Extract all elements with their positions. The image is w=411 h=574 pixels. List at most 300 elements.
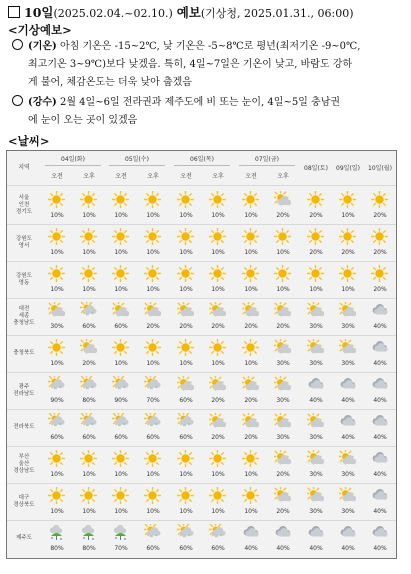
sun-cloud-icon: [274, 487, 291, 504]
precipitation-label: (강수): [28, 97, 57, 108]
paragraph-temperature: [12, 38, 400, 92]
forecast-cell: [202, 372, 234, 409]
precipitation-probability: 10%: [114, 212, 128, 219]
precipitation-probability: 30%: [276, 397, 290, 404]
forecast-cell: [267, 335, 299, 372]
cloud-icon: [371, 487, 388, 504]
precipitation-probability: 40%: [341, 545, 355, 552]
forecast-cell: [170, 187, 202, 224]
region-name: 제주도: [16, 535, 32, 541]
precipitation-probability: 10%: [179, 471, 193, 478]
cloud-icon: [371, 302, 388, 319]
ampm-header: 오전: [245, 173, 257, 180]
forecast-cell: [300, 261, 332, 298]
row-separator: [7, 372, 396, 373]
sun-icon: [209, 228, 226, 245]
day-group-header: 06일(목): [170, 153, 234, 167]
snow-icon: [80, 376, 97, 393]
svg-text:*: *: [90, 423, 94, 429]
table-row: [7, 187, 396, 224]
precipitation-probability: 10%: [82, 471, 96, 478]
svg-text:*: *: [154, 423, 158, 429]
forecast-cell: [202, 335, 234, 372]
snow-icon: [112, 376, 129, 393]
forecast-cell: [137, 372, 169, 409]
circle-bullet-icon: [12, 95, 23, 106]
sun-cloud-icon: [48, 302, 65, 319]
precipitation-probability: 20%: [244, 434, 258, 441]
forecast-cell: [170, 409, 202, 446]
sun-icon: [48, 228, 65, 245]
forecast-cell: [267, 261, 299, 298]
temperature-line-1: 아침 기온은 -15~2℃, 낮 기온은 -5~8℃로 평년(최저기온 -9~0℃,: [56, 41, 361, 52]
forecast-cell: [267, 520, 299, 557]
cloud-icon: [242, 524, 259, 541]
precipitation-probability: 40%: [373, 471, 387, 478]
forecast-cell: [235, 261, 267, 298]
forecast-cell: [105, 261, 137, 298]
single-day-header: 10일(월): [368, 165, 392, 172]
day-group-header: 04일(화): [41, 153, 105, 167]
precipitation-probability: 80%: [82, 397, 96, 404]
precipitation-probability: 10%: [179, 249, 193, 256]
sun-icon: [339, 191, 356, 208]
forecast-cell: [105, 298, 137, 335]
sun-icon: [242, 487, 259, 504]
forecast-cell: [202, 520, 234, 557]
sun-icon: [177, 487, 194, 504]
forecast-cell: [267, 409, 299, 446]
sun-cloud-icon: [274, 191, 291, 208]
sun-cloud-icon: [339, 450, 356, 467]
precipitation-probability: 10%: [276, 286, 290, 293]
forecast-cell: [170, 372, 202, 409]
svg-text:*: *: [90, 312, 94, 318]
forecast-cell: [364, 520, 396, 557]
forecast-cell: [202, 409, 234, 446]
precipitation-probability: 20%: [309, 212, 323, 219]
svg-text:*: *: [179, 423, 183, 429]
precipitation-probability: 20%: [276, 508, 290, 515]
day-group-underline: [239, 165, 295, 166]
forecast-cell: [267, 446, 299, 483]
svg-text:*: *: [150, 535, 154, 541]
forecast-cell: [267, 224, 299, 261]
precipitation-probability: 40%: [373, 545, 387, 552]
precipitation-probability: 40%: [373, 397, 387, 404]
sun-icon: [242, 339, 259, 356]
svg-text:*: *: [215, 535, 219, 541]
forecast-cell: [41, 335, 73, 372]
sun-icon: [112, 339, 129, 356]
svg-text:*: *: [146, 386, 150, 392]
sun-icon: [48, 487, 65, 504]
sun-icon: [48, 265, 65, 282]
forecast-cell: [41, 520, 73, 557]
precipitation-probability: 60%: [114, 323, 128, 330]
svg-text:*: *: [146, 534, 150, 540]
forecast-cell: [300, 187, 332, 224]
precipitation-probability: 20%: [276, 471, 290, 478]
rain-icon: [112, 524, 129, 541]
precipitation-probability: 10%: [50, 360, 64, 367]
circle-bullet-icon: [12, 39, 23, 50]
single-day-header: 08일(토): [304, 165, 328, 172]
sun-icon: [209, 265, 226, 282]
precipitation-probability: 70%: [146, 397, 160, 404]
snow-icon: [144, 376, 161, 393]
sun-icon: [307, 228, 324, 245]
precipitation-probability: 10%: [50, 508, 64, 515]
forecast-cell: [170, 446, 202, 483]
sun-icon: [112, 487, 129, 504]
forecast-cell: [235, 298, 267, 335]
forecast-cell: [332, 298, 364, 335]
sun-cloud-icon: [307, 302, 324, 319]
precipitation-probability: 60%: [146, 434, 160, 441]
forecast-cell: [332, 224, 364, 261]
precipitation-probability: 10%: [244, 212, 258, 219]
page-title: [8, 3, 354, 21]
forecast-cell: [202, 446, 234, 483]
forecast-cell: [137, 409, 169, 446]
row-separator: [7, 298, 396, 299]
sun-cloud-icon: [144, 302, 161, 319]
cloud-icon: [307, 524, 324, 541]
forecast-cell: [105, 224, 137, 261]
forecast-cell: [73, 372, 105, 409]
precipitation-probability: 10%: [179, 360, 193, 367]
sun-icon: [177, 191, 194, 208]
forecast-cell: [332, 187, 364, 224]
precipitation-probability: 40%: [309, 545, 323, 552]
sun-icon: [371, 265, 388, 282]
forecast-cell: [137, 187, 169, 224]
precipitation-probability: 10%: [50, 286, 64, 293]
forecast-cell: [73, 187, 105, 224]
forecast-cell: [300, 446, 332, 483]
forecast-cell: [364, 483, 396, 520]
sun-cloud-icon: [209, 376, 226, 393]
forecast-cell: [73, 335, 105, 372]
svg-text:*: *: [86, 387, 90, 393]
precipitation-probability: 10%: [179, 212, 193, 219]
precipitation-probability: 10%: [50, 212, 64, 219]
forecast-cell: [235, 372, 267, 409]
cloud-icon: [371, 413, 388, 430]
region-header: 지역: [18, 164, 30, 171]
forecast-cell: [170, 483, 202, 520]
sun-icon: [112, 450, 129, 467]
cloud-icon: [371, 339, 388, 356]
sun-cloud-icon: [339, 487, 356, 504]
forecast-cell: [364, 446, 396, 483]
row-separator: [7, 224, 396, 225]
sun-cloud-icon: [274, 376, 291, 393]
region-name: 대구 경상북도: [13, 494, 35, 508]
forecast-cell: [332, 409, 364, 446]
svg-text:*: *: [86, 313, 90, 319]
forecast-cell: [41, 298, 73, 335]
title-prefix: 10일: [24, 5, 54, 20]
forecast-cell: [137, 335, 169, 372]
precipitation-probability: 30%: [341, 323, 355, 330]
precipitation-probability: 60%: [82, 434, 96, 441]
forecast-cell: [170, 224, 202, 261]
svg-text:*: *: [219, 534, 223, 540]
svg-text:*: *: [114, 386, 118, 392]
forecast-cell: [235, 446, 267, 483]
svg-text:*: *: [82, 386, 86, 392]
forecast-cell: [41, 372, 73, 409]
precipitation-line-2: 에 눈이 오는 곳이 있겠음: [28, 115, 138, 126]
precipitation-probability: 20%: [211, 323, 225, 330]
sun-cloud-icon: [307, 339, 324, 356]
snow-icon: [177, 413, 194, 430]
precipitation-probability: 40%: [373, 360, 387, 367]
sun-icon: [112, 265, 129, 282]
svg-text:*: *: [54, 424, 58, 430]
region-name: 강원도 영동: [16, 272, 32, 286]
sun-icon: [177, 228, 194, 245]
forecast-cell: [202, 298, 234, 335]
precipitation-probability: 10%: [114, 286, 128, 293]
sun-cloud-icon: [209, 302, 226, 319]
precipitation-probability: 10%: [244, 286, 258, 293]
sun-icon: [209, 450, 226, 467]
forecast-cell: [105, 483, 137, 520]
forecast-cell: [364, 372, 396, 409]
sun-icon: [177, 265, 194, 282]
sun-cloud-icon: [307, 413, 324, 430]
snow-icon: [209, 524, 226, 541]
sun-icon: [48, 339, 65, 356]
svg-text:*: *: [150, 424, 154, 430]
region-name: 강원도 영서: [16, 235, 32, 249]
precipitation-probability: 20%: [276, 323, 290, 330]
precipitation-probability: 60%: [50, 434, 64, 441]
sun-icon: [242, 450, 259, 467]
single-day-header: 09일(일): [336, 165, 360, 172]
forecast-cell: [300, 224, 332, 261]
temperature-label: (기온): [28, 41, 57, 52]
precipitation-probability: 90%: [114, 397, 128, 404]
cloud-icon: [274, 524, 291, 541]
sun-icon: [112, 228, 129, 245]
svg-text:*: *: [86, 424, 90, 430]
sun-cloud-icon: [339, 302, 356, 319]
sun-icon: [177, 339, 194, 356]
precipitation-probability: 30%: [276, 434, 290, 441]
sun-icon: [274, 265, 291, 282]
weather-forecast-table: [6, 150, 397, 559]
forecast-cell: [137, 520, 169, 557]
forecast-cell: [300, 372, 332, 409]
precipitation-probability: 10%: [50, 471, 64, 478]
svg-text:*: *: [118, 424, 122, 430]
precipitation-probability: 20%: [244, 397, 258, 404]
sun-icon: [48, 191, 65, 208]
forecast-cell: [170, 298, 202, 335]
forecast-cell: [267, 372, 299, 409]
forecast-cell: [137, 224, 169, 261]
precipitation-probability: 30%: [309, 360, 323, 367]
forecast-cell: [105, 446, 137, 483]
forecast-cell: [300, 409, 332, 446]
forecast-cell: [41, 409, 73, 446]
region-name: 광주 전라남도: [13, 383, 35, 397]
forecast-cell: [332, 261, 364, 298]
temperature-line-3: 게 불어, 체감온도는 더욱 낮아 춥겠음: [28, 77, 192, 88]
region-name: 부산 울산 경상남도: [13, 454, 35, 474]
svg-text:*: *: [50, 423, 54, 429]
title-source: (기상청, 2025.01.31., 06:00): [200, 7, 354, 20]
svg-text:*: *: [154, 386, 158, 392]
forecast-cell: [41, 483, 73, 520]
forecast-cell: [73, 483, 105, 520]
forecast-cell: [202, 483, 234, 520]
precipitation-probability: 10%: [146, 471, 160, 478]
sun-icon: [242, 265, 259, 282]
precipitation-probability: 10%: [211, 212, 225, 219]
ampm-header: 오전: [180, 173, 192, 180]
forecast-cell: [73, 409, 105, 446]
forecast-cell: [202, 187, 234, 224]
precipitation-probability: 60%: [82, 323, 96, 330]
precipitation-probability: 60%: [179, 434, 193, 441]
precipitation-probability: 20%: [82, 360, 96, 367]
forecast-cell: [137, 483, 169, 520]
section-heading-forecast: <기상예보>: [8, 23, 72, 37]
precipitation-probability: 10%: [114, 508, 128, 515]
sun-cloud-icon: [80, 339, 97, 356]
forecast-cell: [41, 187, 73, 224]
title-dates: (2025.02.04.~02.10.): [53, 7, 173, 20]
precipitation-probability: 20%: [211, 434, 225, 441]
svg-text:*: *: [183, 424, 187, 430]
precipitation-probability: 10%: [146, 286, 160, 293]
sun-icon: [371, 228, 388, 245]
precipitation-probability: 40%: [341, 397, 355, 404]
precipitation-probability: 70%: [114, 545, 128, 552]
precipitation-probability: 10%: [211, 286, 225, 293]
sun-icon: [339, 228, 356, 245]
rain-icon: [80, 524, 97, 541]
forecast-cell: [41, 261, 73, 298]
svg-text:*: *: [211, 534, 215, 540]
precipitation-probability: 10%: [244, 360, 258, 367]
precipitation-probability: 10%: [82, 286, 96, 293]
sun-icon: [177, 450, 194, 467]
cloud-icon: [339, 524, 356, 541]
precipitation-probability: 30%: [341, 508, 355, 515]
row-separator: [7, 446, 396, 447]
sun-icon: [242, 191, 259, 208]
precipitation-probability: 10%: [114, 471, 128, 478]
sun-cloud-icon: [242, 302, 259, 319]
forecast-cell: [332, 483, 364, 520]
cloud-icon: [339, 413, 356, 430]
forecast-cell: [332, 335, 364, 372]
cloud-icon: [371, 450, 388, 467]
forecast-cell: [73, 446, 105, 483]
forecast-cell: [364, 224, 396, 261]
precipitation-probability: 40%: [373, 434, 387, 441]
sun-icon: [80, 265, 97, 282]
precipitation-probability: 10%: [82, 212, 96, 219]
svg-text:*: *: [122, 423, 126, 429]
row-separator: [7, 520, 396, 521]
forecast-cell: [170, 261, 202, 298]
precipitation-probability: 20%: [276, 212, 290, 219]
temperature-line-2: 최고기온 3~9℃)보다 낮겠음. 특히, 4일~7일은 기온이 낮고, 바람도 강하: [28, 59, 353, 70]
region-name: 전라북도: [13, 424, 35, 430]
table-row: [7, 520, 396, 557]
precipitation-probability: 10%: [82, 508, 96, 515]
forecast-cell: [364, 261, 396, 298]
snow-icon: [144, 524, 161, 541]
precipitation-probability: 80%: [82, 545, 96, 552]
precipitation-probability: 30%: [309, 508, 323, 515]
forecast-cell: [235, 187, 267, 224]
precipitation-probability: 40%: [309, 397, 323, 404]
sun-cloud-icon: [242, 413, 259, 430]
forecast-cell: [105, 335, 137, 372]
ampm-header: 오전: [115, 173, 127, 180]
title-main: 예보: [176, 5, 201, 20]
precipitation-probability: 30%: [50, 323, 64, 330]
sun-cloud-icon: [339, 339, 356, 356]
svg-text:*: *: [187, 534, 191, 540]
precipitation-probability: 80%: [50, 545, 64, 552]
ampm-header: 오후: [277, 173, 289, 180]
precipitation-probability: 30%: [341, 360, 355, 367]
ampm-header: 오후: [147, 173, 159, 180]
precipitation-probability: 10%: [114, 360, 128, 367]
precipitation-probability: 10%: [244, 249, 258, 256]
forecast-cell: [105, 409, 137, 446]
sun-icon: [242, 228, 259, 245]
table-row: [7, 372, 396, 409]
region-name: 충청북도: [13, 350, 35, 356]
precipitation-probability: 60%: [146, 545, 160, 552]
precipitation-probability: 10%: [309, 286, 323, 293]
region-name: 대전 세종 충청남도: [13, 306, 35, 326]
precipitation-probability: 10%: [244, 471, 258, 478]
precipitation-probability: 30%: [341, 471, 355, 478]
precipitation-probability: 60%: [179, 397, 193, 404]
precipitation-probability: 10%: [82, 249, 96, 256]
forecast-cell: [105, 187, 137, 224]
precipitation-probability: 10%: [341, 286, 355, 293]
forecast-cell: [364, 187, 396, 224]
forecast-cell: [364, 335, 396, 372]
table-row: [7, 298, 396, 335]
sun-icon: [209, 339, 226, 356]
day-group-underline: [174, 165, 230, 166]
table-row: [7, 261, 396, 298]
table-row: [7, 483, 396, 520]
precipitation-probability: 20%: [341, 249, 355, 256]
precipitation-probability: 40%: [373, 508, 387, 515]
precipitation-probability: 60%: [211, 545, 225, 552]
section-heading-weather: <날씨>: [8, 134, 50, 148]
precipitation-probability: 20%: [373, 212, 387, 219]
sun-icon: [80, 191, 97, 208]
sun-icon: [144, 339, 161, 356]
precipitation-line-1: 2월 4일~6일 전라권과 제주도에 비 또는 눈이, 4일~5일 충남권: [56, 97, 341, 108]
precipitation-probability: 10%: [179, 508, 193, 515]
